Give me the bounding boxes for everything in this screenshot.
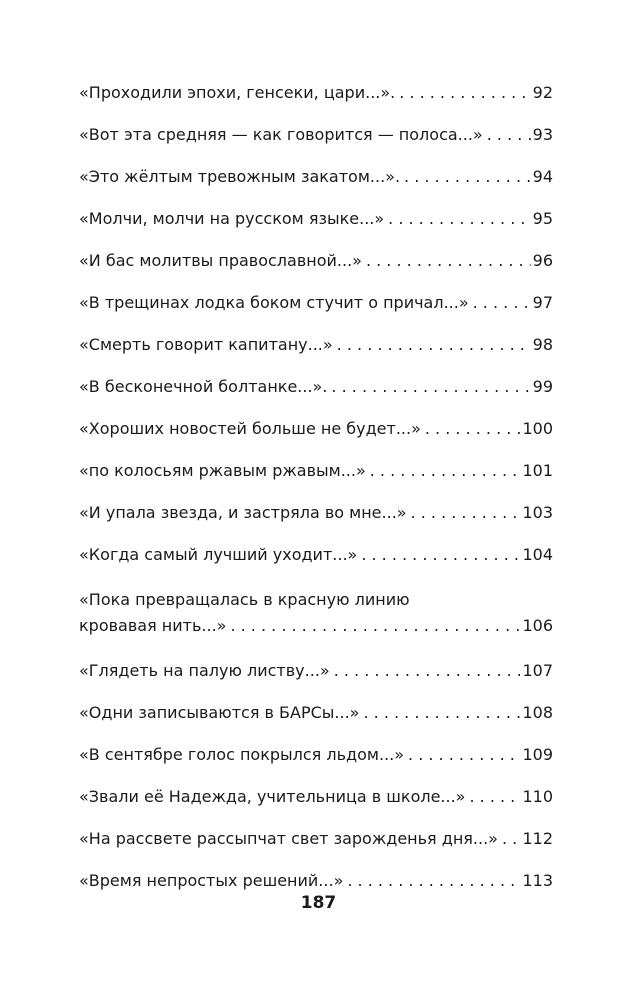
toc-entry-page: 98 bbox=[532, 335, 553, 354]
dot-leader bbox=[404, 156, 531, 198]
toc-entry-page: 106 bbox=[522, 616, 553, 635]
toc-entry bbox=[79, 408, 553, 450]
toc-entry-line2 bbox=[79, 613, 553, 639]
toc-entry bbox=[79, 240, 553, 282]
dot-leader bbox=[370, 450, 521, 492]
dot-leader bbox=[361, 534, 520, 576]
toc-entry-title: «Молчи, молчи на русском языке...» bbox=[79, 209, 385, 228]
toc-entry bbox=[79, 492, 553, 534]
dot-leader bbox=[487, 114, 531, 156]
toc-entry bbox=[79, 450, 553, 492]
toc-entry-page: 94 bbox=[532, 167, 553, 186]
toc-entry-page: 92 bbox=[532, 83, 553, 102]
dot-leader bbox=[411, 492, 521, 534]
toc-entry bbox=[79, 818, 553, 860]
toc-entry-page: 107 bbox=[522, 661, 553, 680]
toc-entry-title: «Это жёлтым тревожным закатом...». bbox=[79, 167, 401, 186]
toc-entry-page: 110 bbox=[522, 787, 553, 806]
toc-entry-page: 109 bbox=[522, 745, 553, 764]
toc-entry-title: «Вот эта средняя — как говорится — полоса...» bbox=[79, 125, 483, 144]
toc-entry-title: «Время непростых решений...» bbox=[79, 871, 344, 890]
toc-entry-title-line2: кровавая нить...» bbox=[79, 616, 227, 635]
dot-leader bbox=[388, 198, 530, 240]
toc-entry-title: «Проходили эпохи, генсеки, цари...». bbox=[79, 83, 396, 102]
toc-entry-title: «И упала звезда, и застряла во мне...» bbox=[79, 503, 407, 522]
toc-entry-title-line1: «Пока превращалась в красную линию bbox=[79, 590, 410, 609]
toc-entry-page: 101 bbox=[522, 461, 553, 480]
toc-entry-page: 95 bbox=[532, 209, 553, 228]
toc-entry-multiline bbox=[79, 576, 553, 650]
toc-entry bbox=[79, 366, 553, 408]
toc-entry-page: 93 bbox=[532, 125, 553, 144]
dot-leader bbox=[334, 650, 521, 692]
toc-entry bbox=[79, 534, 553, 576]
dot-leader bbox=[408, 734, 520, 776]
toc-entry-title: «В бесконечной болтанке...». bbox=[79, 377, 328, 396]
toc-entry-title: «Смерть говорит капитану...» bbox=[79, 335, 333, 354]
toc-entry-title: «по колосьям ржавым ржавым...» bbox=[79, 461, 366, 480]
toc-entry bbox=[79, 776, 553, 818]
toc-entry-page: 100 bbox=[522, 419, 553, 438]
toc-entry-title: «Одни записываются в БАРСы...» bbox=[79, 703, 360, 722]
dot-leader bbox=[502, 818, 521, 860]
toc-entry-page: 112 bbox=[522, 829, 553, 848]
dot-leader bbox=[473, 282, 531, 324]
toc-entry-title: «Когда самый лучший уходит...» bbox=[79, 545, 358, 564]
dot-leader bbox=[425, 408, 521, 450]
toc-entry-page: 97 bbox=[532, 293, 553, 312]
table-of-contents bbox=[79, 72, 553, 902]
toc-entry-title: «И бас молитвы православной...» bbox=[79, 251, 362, 270]
toc-entry-title: «В трещинах лодка боком стучит о причал...» bbox=[79, 293, 469, 312]
toc-entry bbox=[79, 692, 553, 734]
toc-entry-title: «Звали её Надежда, учительница в школе...» bbox=[79, 787, 466, 806]
toc-entry bbox=[79, 282, 553, 324]
toc-entry-page: 99 bbox=[532, 377, 553, 396]
toc-entry-title: «В сентябре голос покрылся льдом...» bbox=[79, 745, 405, 764]
toc-entry-page: 103 bbox=[522, 503, 553, 522]
dot-leader bbox=[399, 72, 530, 114]
dot-leader bbox=[366, 240, 531, 282]
toc-entry bbox=[79, 198, 553, 240]
dot-leader bbox=[337, 324, 531, 366]
toc-entry-page: 113 bbox=[522, 871, 553, 890]
dot-leader bbox=[469, 776, 520, 818]
toc-entry bbox=[79, 734, 553, 776]
toc-entry bbox=[79, 72, 553, 114]
dot-leader bbox=[230, 613, 520, 639]
toc-entry bbox=[79, 650, 553, 692]
toc-entry bbox=[79, 114, 553, 156]
toc-entry-title: «Глядеть на палую листву...» bbox=[79, 661, 330, 680]
dot-leader bbox=[363, 692, 520, 734]
dot-leader bbox=[331, 366, 530, 408]
toc-entry-page: 104 bbox=[522, 545, 553, 564]
toc-entry-page: 96 bbox=[532, 251, 553, 270]
toc-entry bbox=[79, 324, 553, 366]
toc-entry-title: «На рассвете рассыпчат свет зарожденья дня...» bbox=[79, 829, 498, 848]
toc-entry-title: «Хороших новостей больше не будет...» bbox=[79, 419, 421, 438]
toc-entry bbox=[79, 156, 553, 198]
toc-entry-page: 108 bbox=[522, 703, 553, 722]
page-number: 187 bbox=[300, 893, 337, 913]
